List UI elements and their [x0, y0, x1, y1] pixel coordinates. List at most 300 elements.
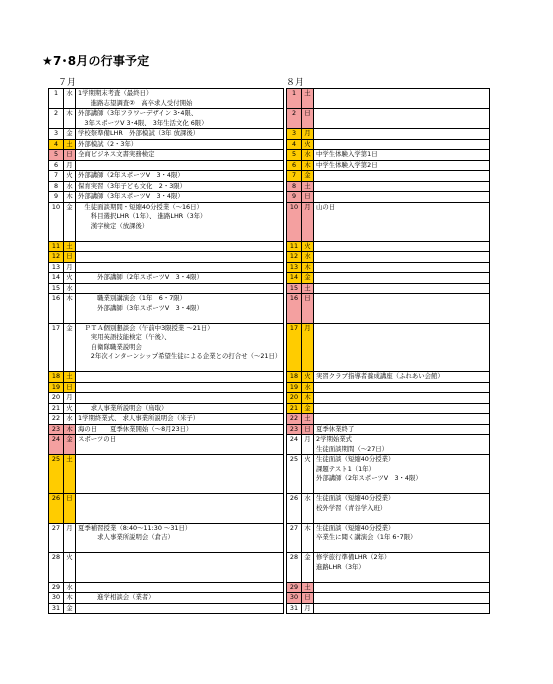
event-cell: [314, 403, 490, 414]
event-text: 学校祭準備LHR 外部模試（3年 放課後）: [78, 129, 200, 137]
event-text: 外部講師（2年スポーツⅤ 3・4限）: [78, 273, 203, 281]
event-text: [316, 572, 489, 582]
august-day-row: [287, 603, 490, 614]
weekday: 日: [64, 382, 76, 393]
event-cell: [314, 273, 490, 284]
event-text: 外部講師（3年フラワーデザイン 3･4限、: [78, 109, 198, 117]
weekday: 金: [64, 603, 76, 614]
day-number: 2: [49, 109, 64, 129]
august-day-row: [287, 523, 490, 553]
event-cell: [76, 294, 284, 324]
event-text: 海の日 夏季休業開始（～8月23日）: [78, 424, 193, 433]
event-text: 外部講師（3年スポーツⅤ 3・4限）: [78, 303, 203, 312]
event-text: 3年スポーツⅤ 3･4限、 3年生活文化 6限）: [78, 118, 208, 127]
day-number: 8: [49, 181, 64, 192]
event-text: 外部講師（3年スポーツⅤ 3・4限）: [78, 192, 184, 200]
july-day-row: [49, 455, 284, 494]
event-cell: [314, 553, 490, 583]
july-day-row: [49, 171, 284, 182]
event-cell: [314, 283, 490, 294]
july-day-row: [49, 593, 284, 604]
event-text: [78, 362, 283, 372]
day-number: 6: [49, 160, 64, 171]
event-text: [78, 242, 283, 252]
weekday: 火: [64, 403, 76, 414]
event-text: [316, 242, 489, 252]
event-cell: [76, 202, 284, 241]
day-number: 26: [287, 494, 302, 524]
weekday: 土: [302, 414, 314, 425]
day-number: 14: [287, 273, 302, 284]
day-number: 20: [49, 393, 64, 404]
day-number: 28: [287, 553, 302, 583]
weekday: 金: [64, 129, 76, 140]
day-number: 30: [287, 593, 302, 604]
day-number: 12: [49, 252, 64, 263]
event-text: [316, 333, 489, 343]
july-day-row: [49, 202, 284, 241]
event-cell: [76, 89, 284, 109]
weekday: 土: [302, 283, 314, 294]
event-text: [316, 593, 489, 603]
day-number: 4: [287, 139, 302, 150]
event-text: [78, 583, 283, 593]
day-number: 9: [287, 192, 302, 203]
august-day-row: [287, 171, 490, 182]
event-cell: [314, 382, 490, 393]
weekday: 木: [302, 262, 314, 273]
event-text: [316, 119, 489, 129]
event-text: 中学生体験入学第2日: [316, 160, 378, 169]
event-cell: [314, 593, 490, 604]
weekday: 木: [302, 160, 314, 171]
event-text: 自衛隊職業説明会: [78, 342, 142, 351]
july-day-row: [49, 160, 284, 171]
event-cell: [76, 393, 284, 404]
event-text: 進路LHR（3年）: [316, 562, 365, 571]
event-text: 外部模試（2・3年）: [78, 139, 138, 148]
day-number: 18: [49, 372, 64, 383]
july-day-row: [49, 294, 284, 324]
weekday: 木: [64, 192, 76, 203]
weekday: 水: [64, 582, 76, 593]
event-cell: [314, 323, 490, 372]
day-number: 24: [49, 435, 64, 455]
august-schedule-table: [286, 88, 490, 614]
event-text: [78, 284, 283, 294]
weekday: 水: [302, 252, 314, 263]
event-text: [316, 313, 489, 323]
event-cell: [76, 181, 284, 192]
event-text: 求人事業所説明会（倉吉）: [78, 533, 174, 541]
july-day-row: [49, 283, 284, 294]
august-day-row: [287, 582, 490, 593]
day-number: 16: [49, 294, 64, 324]
july-day-row: [49, 252, 284, 263]
weekday: 日: [302, 109, 314, 129]
weekday: 水: [64, 283, 76, 294]
event-cell: [76, 494, 284, 524]
event-text: [78, 161, 283, 171]
july-day-row: [49, 403, 284, 414]
event-cell: [76, 403, 284, 414]
day-number: 22: [287, 414, 302, 425]
day-number: 23: [49, 424, 64, 435]
july-day-row: [49, 382, 284, 393]
event-text: [316, 212, 489, 222]
weekday: 日: [302, 294, 314, 324]
august-day-row: [287, 241, 490, 252]
event-text: 2学期始業式: [316, 435, 353, 443]
day-number: 18: [287, 372, 302, 383]
weekday: 火: [302, 139, 314, 150]
event-cell: [76, 582, 284, 593]
day-number: 17: [49, 323, 64, 372]
event-text: [316, 343, 489, 353]
event-cell: [314, 252, 490, 263]
weekday: 月: [302, 129, 314, 140]
event-text: [316, 263, 489, 273]
july-day-row: [49, 553, 284, 583]
july-day-row: [49, 181, 284, 192]
august-day-row: [287, 150, 490, 161]
august-day-row: [287, 262, 490, 273]
july-day-row: [49, 603, 284, 614]
event-cell: [314, 523, 490, 553]
event-text: [316, 109, 489, 119]
weekday: 火: [302, 372, 314, 383]
weekday: 金: [64, 323, 76, 372]
event-text: [78, 372, 283, 382]
event-cell: [76, 273, 284, 284]
day-number: 17: [287, 323, 302, 372]
event-text: [316, 192, 489, 202]
event-cell: [314, 455, 490, 494]
july-schedule-table: [48, 88, 284, 614]
event-text: 生徒面談（短縮40分授業）: [316, 494, 395, 502]
event-cell: [314, 294, 490, 324]
event-cell: [76, 139, 284, 150]
event-text: 進学相談会（業者）: [78, 593, 155, 601]
weekday: 土: [302, 582, 314, 593]
event-text: [78, 572, 283, 582]
event-text: [316, 324, 489, 334]
event-cell: [76, 323, 284, 372]
event-text: 夏季補習授業（8:40～11:30 ～31日）: [78, 523, 192, 532]
day-number: 21: [287, 403, 302, 414]
weekday: 土: [64, 241, 76, 252]
weekday: 金: [302, 403, 314, 414]
day-number: 16: [287, 294, 302, 324]
event-cell: [76, 424, 284, 435]
august-day-row: [287, 202, 490, 241]
event-text: [316, 484, 489, 494]
event-cell: [76, 241, 284, 252]
event-text: [78, 455, 283, 465]
august-day-row: [287, 435, 490, 455]
event-cell: [76, 171, 284, 182]
event-text: 保育実習（3年子ども文化 2・3限）: [78, 181, 187, 190]
weekday: 土: [64, 455, 76, 494]
july-label: ７月: [58, 78, 77, 88]
day-number: 15: [49, 283, 64, 294]
august-day-row: [287, 139, 490, 150]
day-number: 27: [49, 523, 64, 553]
july-day-row: [49, 414, 284, 425]
day-number: 1: [49, 89, 64, 109]
august-day-row: [287, 89, 490, 109]
event-text: [316, 404, 489, 414]
event-text: [316, 129, 489, 139]
weekday: 金: [302, 273, 314, 284]
weekday: 木: [64, 109, 76, 129]
july-day-row: [49, 323, 284, 372]
event-text: [78, 474, 283, 484]
august-day-row: [287, 393, 490, 404]
weekday: 水: [302, 382, 314, 393]
event-cell: [76, 109, 284, 129]
august-day-row: [287, 382, 490, 393]
weekday: 水: [64, 181, 76, 192]
day-number: 5: [287, 150, 302, 161]
event-cell: [314, 89, 490, 109]
event-text: [78, 494, 283, 504]
event-cell: [314, 262, 490, 273]
day-number: 31: [287, 603, 302, 614]
july-day-row: [49, 139, 284, 150]
event-cell: [314, 160, 490, 171]
july-day-row: [49, 262, 284, 273]
weekday: 日: [302, 593, 314, 604]
event-cell: [314, 202, 490, 241]
event-text: [316, 294, 489, 304]
event-text: [78, 231, 283, 241]
weekday: 日: [64, 252, 76, 263]
event-cell: [76, 160, 284, 171]
weekday: 水: [302, 494, 314, 524]
day-number: 3: [49, 129, 64, 140]
event-text: 校外学習（青谷学入班）: [316, 503, 387, 512]
event-text: [316, 252, 489, 262]
weekday: 日: [64, 494, 76, 524]
day-number: 19: [287, 382, 302, 393]
event-text: [78, 563, 283, 573]
day-number: 3: [287, 129, 302, 140]
day-number: 7: [287, 171, 302, 182]
event-text: [78, 543, 283, 553]
event-cell: [314, 150, 490, 161]
weekday: 土: [64, 372, 76, 383]
event-text: 求人事業所説明会（鳥取）: [78, 403, 168, 412]
event-text: [316, 393, 489, 403]
july-day-row: [49, 582, 284, 593]
weekday: 火: [302, 455, 314, 494]
weekday: 金: [64, 202, 76, 241]
event-text: [316, 383, 489, 393]
weekday: 土: [302, 89, 314, 109]
weekday: 木: [64, 294, 76, 324]
day-number: 29: [287, 582, 302, 593]
weekday: 土: [302, 181, 314, 192]
event-text: 実用英語技能検定（午後）、: [78, 333, 171, 341]
july-day-row: [49, 393, 284, 404]
august-day-row: [287, 252, 490, 263]
event-cell: [314, 192, 490, 203]
event-text: 生徒面談（短縮40分授業）: [316, 455, 395, 463]
event-text: [78, 313, 283, 323]
event-cell: [314, 424, 490, 435]
weekday: 月: [302, 603, 314, 614]
event-cell: [314, 109, 490, 129]
july-day-row: [49, 109, 284, 129]
weekday: 月: [64, 523, 76, 553]
event-cell: [76, 252, 284, 263]
event-text: [316, 304, 489, 314]
event-text: [78, 252, 283, 262]
event-text: 科目選択LHR（1年）、 進路LHR（3年）: [78, 212, 207, 220]
day-number: 28: [49, 553, 64, 583]
august-day-row: [287, 494, 490, 524]
august-day-row: [287, 424, 490, 435]
day-number: 6: [287, 160, 302, 171]
weekday: 土: [64, 139, 76, 150]
event-text: [78, 263, 283, 273]
july-day-row: [49, 89, 284, 109]
august-day-row: [287, 414, 490, 425]
august-day-row: [287, 455, 490, 494]
weekday: 水: [302, 150, 314, 161]
event-cell: [76, 593, 284, 604]
event-text: 外部講師（2年スポーツⅤ 3・4限）: [78, 171, 184, 179]
event-cell: [314, 414, 490, 425]
event-text: [316, 182, 489, 192]
weekday: 火: [64, 553, 76, 583]
weekday: 金: [64, 435, 76, 455]
event-text: [316, 513, 489, 523]
event-text: 2年次インターンシップ希望生徒による企業との打合せ（～21日）: [78, 352, 282, 360]
event-text: 山の日: [316, 202, 336, 211]
weekday: 木: [302, 523, 314, 553]
event-text: [316, 284, 489, 294]
day-number: 5: [49, 150, 64, 161]
weekday: 木: [64, 593, 76, 604]
august-day-row: [287, 283, 490, 294]
day-number: 11: [49, 241, 64, 252]
event-text: 1学期期末考査（最終日）: [78, 89, 153, 97]
event-cell: [314, 171, 490, 182]
page-title: ★7･8月の行事予定: [42, 54, 150, 68]
day-number: 9: [49, 192, 64, 203]
event-cell: [314, 494, 490, 524]
event-text: [316, 583, 489, 593]
event-text: 修学旅行準備LHR（2年）: [316, 553, 391, 561]
august-day-row: [287, 593, 490, 604]
day-number: 25: [287, 455, 302, 494]
event-text: 生徒面談（短縮40分授業）: [316, 523, 395, 532]
event-cell: [76, 414, 284, 425]
event-text: [78, 553, 283, 563]
event-text: 外部講師（2年スポーツⅤ 3・4限）: [316, 474, 422, 482]
weekday: 月: [302, 323, 314, 372]
day-number: 13: [49, 262, 64, 273]
day-number: 15: [287, 283, 302, 294]
event-cell: [76, 435, 284, 455]
day-number: 2: [287, 109, 302, 129]
day-number: 26: [49, 494, 64, 524]
event-cell: [314, 129, 490, 140]
event-cell: [76, 603, 284, 614]
august-day-row: [287, 553, 490, 583]
event-cell: [314, 582, 490, 593]
weekday: 月: [302, 202, 314, 241]
july-day-row: [49, 273, 284, 284]
event-cell: [76, 150, 284, 161]
weekday: 火: [302, 241, 314, 252]
day-number: 13: [287, 262, 302, 273]
event-text: 職業別講演会（1年 6・7限）: [78, 294, 187, 302]
weekday: 木: [64, 424, 76, 435]
august-day-row: [287, 129, 490, 140]
event-cell: [314, 435, 490, 455]
weekday: 金: [302, 171, 314, 182]
august-day-row: [287, 294, 490, 324]
weekday: 木: [302, 393, 314, 404]
event-text: [316, 604, 489, 614]
event-cell: [76, 192, 284, 203]
event-cell: [76, 523, 284, 553]
august-day-row: [287, 372, 490, 383]
event-text: 生徒面談期間・短縮40分授業（～16日）: [78, 202, 203, 211]
weekday: 日: [302, 192, 314, 203]
day-number: 30: [49, 593, 64, 604]
july-day-row: [49, 372, 284, 383]
day-number: 24: [287, 435, 302, 455]
august-day-row: [287, 192, 490, 203]
day-number: 12: [287, 252, 302, 263]
event-cell: [76, 372, 284, 383]
weekday: 月: [64, 160, 76, 171]
event-text: 卒業生に聞く講演会（1年 6･7限）: [316, 533, 417, 541]
weekday: 火: [64, 171, 76, 182]
event-cell: [314, 181, 490, 192]
day-number: 14: [49, 273, 64, 284]
event-text: [316, 231, 489, 241]
event-cell: [76, 455, 284, 494]
event-text: [78, 513, 283, 523]
weekday: 水: [64, 414, 76, 425]
event-cell: [76, 553, 284, 583]
event-text: [78, 504, 283, 514]
event-text: [316, 543, 489, 553]
august-day-row: [287, 273, 490, 284]
day-number: 19: [49, 382, 64, 393]
event-text: [316, 362, 489, 372]
july-day-row: [49, 150, 284, 161]
day-number: 10: [287, 202, 302, 241]
event-text: [316, 222, 489, 232]
weekday: 火: [64, 273, 76, 284]
day-number: 4: [49, 139, 64, 150]
event-text: 全商ビジネス文書実務検定: [78, 150, 155, 158]
july-day-row: [49, 523, 284, 553]
day-number: 25: [49, 455, 64, 494]
event-text: [316, 171, 489, 181]
weekday: 月: [64, 262, 76, 273]
august-day-row: [287, 403, 490, 414]
day-number: 21: [49, 403, 64, 414]
event-text: [316, 99, 489, 109]
event-cell: [76, 262, 284, 273]
